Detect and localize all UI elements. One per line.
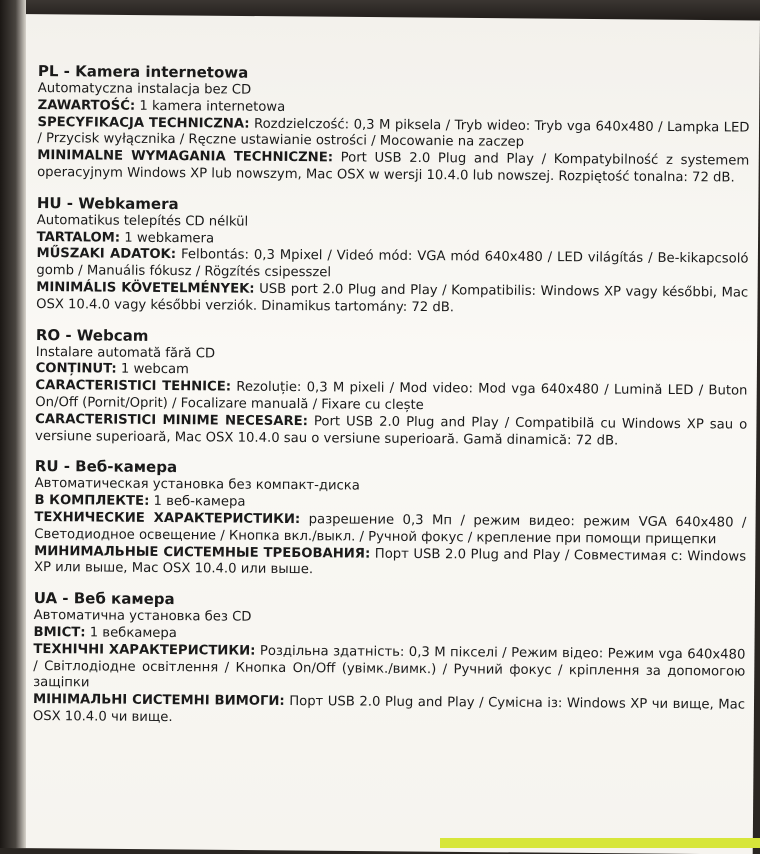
spec-line [34, 510, 746, 549]
requirements-value: Port USB 2.0 Plug and Play / Compatibilă cu Windows XP sau o versiune superioară, Mac OSX 10.4.0 sau o versiune superioară. Gamă dinamică: 72 dB. [35, 413, 748, 449]
requirements-value: USB port 2.0 Plug and Play / Kompatibilis: Windows XP vagy későbbi, Mac OSX 10.4.0 vagy későbbi verziók. Dinamikus tartomány: 72 dB. [36, 281, 749, 316]
spec-label: SPECYFIKACJA TECHNICZNA: [37, 114, 250, 132]
spec-value: Роздільна здатність: 0,3 М пікселі / Режим відео: Режим vga 640x480 / Світлодіодне освітлення / Кнопка On/Off (увімк./вимк.) / Ручний фокус / кріплення за допомогою защіпки [33, 643, 746, 691]
spec-line [35, 378, 747, 417]
section-heading: RU - Веб-камера [34, 457, 178, 477]
install-note: Automatyczna instalacja bez CD [37, 80, 252, 98]
install-note: Автоматична установка без CD [33, 608, 252, 625]
requirements-label: МИНИМАЛЬНЫЕ СИСТЕМНЫЕ ТРЕБОВАНИЯ: [34, 543, 371, 562]
spec-value: разрешение 0,3 Мп / режим видео: режим VGA 640x480 / Светодиодное освещение / Кнопка вкл./выкл. / Ручной фокус / крепление при помощи прищепки [34, 512, 747, 548]
section-heading: RO - Webcam [35, 325, 149, 345]
box-left-edge [0, 0, 26, 848]
section-hu [36, 194, 749, 319]
requirements-line [36, 280, 748, 319]
install-note: Instalare automată fără CD [35, 344, 216, 361]
spec-value: Rozdzielczość: 0,3 M piksela / Tryb wideo: Tryb vga 640x480 / Lampka LED / Przycisk wyłącznika / Ręczne ustawianie ostrości / Mocowanie na zaczep [37, 116, 750, 151]
requirements-label: MINIMALNE WYMAGANIA TECHNICZNE: [37, 148, 334, 166]
requirements-value: Port USB 2.0 Plug and Play / Kompatybilność z systemem operacyjnym Windows XP lub nowszym, Mac OSX w wersji 10.4.0 lub nowszej. Rozpiętość tonalna: 72 dB. [37, 150, 750, 186]
contents-value: 1 вебкамера [85, 625, 177, 642]
contents-label: TARTALOM: [36, 229, 121, 246]
contents-label: В КОМПЛЕКТЕ: [34, 493, 150, 510]
spec-label: CARACTERISTICI TEHNICE: [35, 378, 232, 395]
contents-label: ВМІСТ: [33, 624, 86, 641]
packaging-accent-stripe [440, 838, 760, 848]
multilingual-spec-text [33, 62, 750, 743]
section-ua [33, 589, 746, 731]
section-ro [35, 326, 748, 451]
section-pl [37, 62, 750, 187]
requirements-value: Порт USB 2.0 Plug and Play / Сумісна із: Windows XP чи вище, Mac OSX 10.4.0 чи вище. [32, 694, 746, 725]
spec-value: Felbontás: 0,3 Mpixel / Videó mód: VGA mód 640x480 / LED világítás / Be-kikapcsoló gomb / Manuális fókusz / Rögzítés csipesszel [36, 247, 749, 281]
requirements-line [33, 692, 745, 731]
contents-label: CONȚINUT: [35, 361, 117, 377]
spec-value: Rezoluție: 0,3 M pixeli / Mod video: Mod vga 640x480 / Lumină LED / Buton On/Off (Pornit/Oprit) / Focalizare manuală / Fixare cu clește [35, 379, 748, 413]
spec-line [36, 246, 748, 285]
requirements-line [37, 148, 749, 187]
section-heading: UA - Веб камера [33, 589, 175, 609]
requirements-label: MINIMÁLIS KÖVETELMÉNYEK: [36, 279, 255, 297]
spec-label: ТЕХНІЧНІ ХАРАКТЕРИСТИКИ: [33, 641, 256, 659]
contents-value: 1 webcam [116, 361, 190, 378]
requirements-value: Порт USB 2.0 Plug and Play / Совместимая с: Windows XP или выше, Mac OSX 10.4.0 или выше. [33, 546, 747, 578]
section-heading: PL - Kamera internetowa [37, 62, 249, 82]
requirements-label: CARACTERISTICI MINIME NECESARE: [35, 411, 308, 429]
install-note: Automatikus telepítés CD nélkül [36, 212, 249, 230]
requirements-line [34, 544, 746, 583]
contents-value: 1 webkamera [120, 230, 215, 246]
install-note: Автоматическая установка без компакт-диска [34, 476, 360, 494]
spec-line [33, 642, 745, 698]
requirements-line [35, 412, 747, 451]
spec-label: ТЕХНИЧЕСКИЕ ХАРАКТЕРИСТИКИ: [34, 509, 301, 528]
section-heading: HU - Webkamera [36, 193, 179, 213]
contents-value: 1 веб-камера [149, 494, 246, 510]
requirements-label: МІНІМАЛЬНІ СИСТЕМНІ ВИМОГИ: [32, 692, 285, 710]
section-ru [34, 457, 747, 582]
contents-value: 1 kamera internetowa [135, 98, 286, 115]
contents-label: ZAWARTOŚĆ: [37, 97, 136, 114]
spec-label: MŰSZAKI ADATOK: [36, 246, 177, 263]
